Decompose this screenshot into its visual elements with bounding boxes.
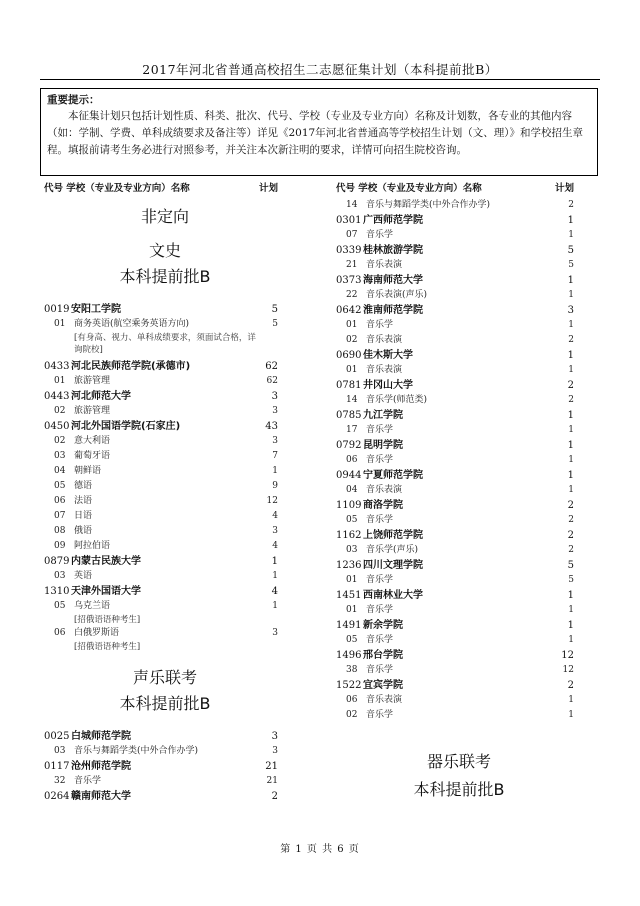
school-row — [336, 438, 582, 453]
major-code: 06 — [54, 496, 66, 506]
school-name: 西南林业大学 — [363, 590, 423, 601]
school-row — [336, 303, 582, 318]
school-count: 1 — [567, 215, 574, 226]
section-heading — [336, 751, 582, 773]
major-code: 04 — [54, 466, 66, 476]
left-column-header — [44, 180, 286, 198]
school-row — [44, 359, 286, 374]
major-name: 音乐学 — [366, 515, 394, 525]
school-row — [336, 558, 582, 573]
major-row — [44, 404, 286, 419]
school-code: 1496 — [336, 650, 362, 661]
major-row — [336, 423, 582, 438]
major-name: 音乐表演 — [366, 485, 403, 495]
major-code: 01 — [346, 605, 358, 615]
major-row — [44, 626, 286, 641]
column-header-count: 计划 — [554, 183, 574, 194]
school-name: 河北师范大学 — [71, 391, 131, 402]
school-row — [44, 759, 286, 774]
major-name: 俄语 — [74, 526, 93, 536]
major-code: 21 — [346, 260, 358, 270]
major-code: 22 — [346, 290, 358, 300]
section-heading-text: 本科提前批B — [119, 267, 211, 286]
left-list — [44, 206, 286, 804]
major-code: 08 — [54, 526, 66, 536]
school-row — [336, 243, 582, 258]
section-heading — [44, 266, 286, 288]
major-row — [336, 693, 582, 708]
major-code: 07 — [346, 230, 358, 240]
major-name: 音乐学 — [366, 635, 394, 645]
school-name: 白城师范学院 — [71, 731, 131, 742]
school-name: 赣南师范大学 — [71, 791, 131, 802]
school-count: 2 — [567, 680, 574, 691]
major-code: 01 — [346, 365, 358, 375]
major-name: 音乐学 — [366, 710, 394, 720]
school-name: 九江学院 — [363, 410, 403, 421]
major-name: 音乐表演 — [366, 695, 403, 705]
major-name: 法语 — [74, 496, 93, 506]
major-count: 3 — [272, 526, 278, 536]
school-count: 3 — [271, 391, 278, 402]
school-name: 内蒙古民族大学 — [71, 556, 141, 567]
school-name: 桂林旅游学院 — [363, 245, 423, 256]
major-row — [336, 393, 582, 408]
school-row — [336, 498, 582, 513]
major-row — [336, 603, 582, 618]
major-row — [336, 333, 582, 348]
school-count: 3 — [271, 731, 278, 742]
major-code: 17 — [346, 425, 358, 435]
school-code: 0117 — [44, 761, 70, 772]
column-header-count: 计划 — [258, 183, 278, 194]
major-name: 音乐学 — [74, 776, 102, 786]
school-code: 0879 — [44, 556, 70, 567]
major-row — [44, 494, 286, 509]
section-heading-text: 文史 — [148, 241, 181, 260]
major-code: 38 — [346, 665, 358, 675]
major-name: 音乐与舞蹈学类(中外合作办学) — [366, 200, 491, 210]
school-code: 1451 — [336, 590, 362, 601]
major-code: 01 — [346, 575, 358, 585]
school-row — [336, 528, 582, 543]
major-name: 音乐表演 — [366, 365, 403, 375]
school-row — [336, 408, 582, 423]
school-name: 邢台学院 — [363, 650, 403, 661]
title-rule — [40, 79, 600, 80]
notice-body: 本征集计划只包括计划性质、科类、批次、代号、学校（专业及专业方向）名称及计划数，各专业的其他内容（如：学制、学费、单科成绩要求及备注等）详见《2017年河北省普通高等学校招生计划（文、理）》和学校招生章程。填报前请考生务必进行对照参考，并关注本次新注明的要求，详情可向招生院校咨询。 — [47, 110, 583, 156]
school-code: 1522 — [336, 680, 362, 691]
section-heading-text: 器乐联考 — [426, 752, 491, 771]
section-heading — [44, 693, 286, 715]
major-count: 5 — [272, 319, 278, 329]
right-column-header — [336, 180, 582, 198]
section-heading — [336, 779, 582, 801]
school-name: 昆明学院 — [363, 440, 403, 451]
major-row — [336, 228, 582, 243]
major-code: 06 — [346, 695, 358, 705]
school-count: 1 — [567, 275, 574, 286]
major-code: 05 — [346, 635, 358, 645]
section-heading — [44, 667, 286, 689]
school-row — [336, 588, 582, 603]
school-code: 0642 — [336, 305, 362, 316]
school-code: 1236 — [336, 560, 362, 571]
school-row — [336, 213, 582, 228]
school-code: 1162 — [336, 530, 362, 541]
school-count: 2 — [271, 791, 278, 802]
school-count: 1 — [567, 470, 574, 481]
major-row — [336, 573, 582, 588]
major-code: 32 — [54, 776, 66, 786]
major-name: 音乐与舞蹈学类(中外合作办学) — [74, 746, 199, 756]
major-count: 1 — [568, 365, 574, 375]
school-count: 12 — [561, 650, 574, 661]
school-code: 0433 — [44, 361, 70, 372]
school-count: 1 — [271, 556, 278, 567]
major-count: 3 — [272, 406, 278, 416]
major-name: 音乐学(师范类) — [366, 395, 428, 405]
column-header-label: 代号 学校（专业及专业方向）名称 — [336, 183, 482, 194]
school-count: 1 — [567, 620, 574, 631]
major-count: 3 — [272, 746, 278, 756]
major-row — [44, 524, 286, 539]
school-name: 宜宾学院 — [363, 680, 403, 691]
major-code: 03 — [54, 451, 66, 461]
school-code: 1310 — [44, 586, 70, 597]
school-count: 1 — [567, 440, 574, 451]
major-code: 02 — [346, 710, 358, 720]
major-row — [336, 363, 582, 378]
major-row — [44, 774, 286, 789]
right-list — [336, 198, 582, 801]
major-row — [44, 509, 286, 524]
major-count: 5 — [568, 260, 574, 270]
major-name: 音乐学 — [366, 665, 394, 675]
section-heading-text: 声乐联考 — [132, 668, 197, 687]
school-row — [336, 618, 582, 633]
school-code: 0792 — [336, 440, 362, 451]
page-title: 2017年河北省普通高校招生二志愿征集计划（本科提前批B） — [142, 62, 498, 77]
major-name: 音乐表演 — [366, 260, 403, 270]
school-row — [44, 789, 286, 804]
school-row — [336, 378, 582, 393]
major-name: 旅游管理 — [74, 406, 111, 416]
section-heading-text: 本科提前批B — [119, 694, 211, 713]
major-row — [336, 708, 582, 723]
school-code: 0781 — [336, 380, 362, 391]
school-code: 0450 — [44, 421, 70, 432]
major-code: 01 — [54, 376, 66, 386]
school-name: 宁夏师范学院 — [363, 470, 423, 481]
major-count: 21 — [266, 776, 278, 786]
school-row — [44, 302, 286, 317]
school-name: 海南师范大学 — [363, 275, 423, 286]
school-count: 21 — [265, 761, 278, 772]
school-row — [44, 419, 286, 434]
school-row — [336, 648, 582, 663]
major-name: 朝鲜语 — [74, 466, 102, 476]
major-row — [336, 663, 582, 678]
major-note: [招俄语语种考生] — [74, 615, 141, 625]
major-count: 12 — [562, 665, 574, 675]
major-code: 06 — [54, 628, 66, 638]
major-name: 德语 — [74, 481, 93, 491]
page-footer: 第 1 页 共 6 页 — [280, 844, 360, 855]
school-code: 0301 — [336, 215, 362, 226]
major-row — [44, 464, 286, 479]
school-name: 广西师范学院 — [363, 215, 423, 226]
major-count: 2 — [568, 335, 574, 345]
school-code: 1109 — [336, 500, 362, 511]
section-heading-text: 非定向 — [140, 207, 189, 226]
major-count: 62 — [266, 376, 278, 386]
major-name: 音乐表演 — [366, 335, 403, 345]
major-count: 7 — [272, 451, 278, 461]
school-name: 沧州师范学院 — [71, 761, 131, 772]
school-code: 0025 — [44, 731, 70, 742]
school-name: 淮南师范学院 — [363, 305, 423, 316]
major-row — [44, 317, 286, 332]
school-count: 1 — [567, 590, 574, 601]
school-count: 5 — [567, 245, 574, 256]
major-name: 日语 — [74, 511, 93, 521]
major-count: 12 — [266, 496, 278, 506]
school-code: 0690 — [336, 350, 362, 361]
major-row — [336, 453, 582, 468]
section-heading — [44, 206, 286, 228]
major-count: 1 — [272, 466, 278, 476]
notice-box — [40, 88, 598, 176]
major-count: 4 — [272, 541, 278, 551]
major-code: 05 — [54, 601, 66, 611]
major-count: 2 — [568, 200, 574, 210]
major-row — [336, 258, 582, 273]
notice-heading: 重要提示： — [47, 94, 100, 106]
major-code: 01 — [54, 319, 66, 329]
school-count: 1 — [567, 410, 574, 421]
school-count: 62 — [265, 361, 278, 372]
major-name: 意大利语 — [74, 436, 111, 446]
major-row — [336, 483, 582, 498]
major-name: 音乐学 — [366, 455, 394, 465]
major-code: 06 — [346, 455, 358, 465]
major-name: 音乐学 — [366, 230, 394, 240]
major-count: 1 — [568, 230, 574, 240]
major-code: 01 — [346, 320, 358, 330]
major-name: 阿拉伯语 — [74, 541, 111, 551]
school-count: 5 — [271, 304, 278, 315]
school-name: 商洛学院 — [363, 500, 403, 511]
school-code: 0264 — [44, 791, 70, 802]
school-row — [44, 554, 286, 569]
major-count: 1 — [568, 320, 574, 330]
major-name: 音乐学 — [366, 320, 394, 330]
school-count: 5 — [567, 560, 574, 571]
major-name: 英语 — [74, 571, 93, 581]
major-row — [336, 288, 582, 303]
school-code: 0339 — [336, 245, 362, 256]
column-header-label: 代号 学校（专业及专业方向）名称 — [44, 183, 190, 194]
major-code: 14 — [346, 200, 358, 210]
major-row — [336, 318, 582, 333]
major-count: 1 — [568, 710, 574, 720]
school-code: 0944 — [336, 470, 362, 481]
major-count: 4 — [272, 511, 278, 521]
school-code: 0785 — [336, 410, 362, 421]
major-row — [336, 513, 582, 528]
school-row — [336, 468, 582, 483]
major-row — [44, 599, 286, 614]
major-count: 1 — [272, 601, 278, 611]
major-name: 音乐学(声乐) — [366, 545, 419, 555]
major-name: 白俄罗斯语 — [74, 628, 120, 638]
major-count: 2 — [568, 545, 574, 555]
major-row — [44, 374, 286, 389]
major-name: 音乐学 — [366, 575, 394, 585]
major-name: 音乐学 — [366, 425, 394, 435]
school-count: 2 — [567, 380, 574, 391]
major-count: 1 — [568, 290, 574, 300]
major-code: 14 — [346, 395, 358, 405]
major-name: 乌克兰语 — [74, 601, 111, 611]
major-code: 03 — [54, 571, 66, 581]
major-count: 1 — [568, 635, 574, 645]
school-name: 河北外国语学院(石家庄) — [71, 421, 181, 432]
right-column — [336, 180, 582, 801]
major-row — [44, 434, 286, 449]
major-count: 1 — [568, 455, 574, 465]
school-count: 1 — [567, 350, 574, 361]
major-count: 2 — [568, 515, 574, 525]
major-name: 音乐表演(声乐) — [366, 290, 428, 300]
major-count: 1 — [568, 485, 574, 495]
major-count: 2 — [568, 395, 574, 405]
major-code: 03 — [346, 545, 358, 555]
school-count: 4 — [271, 586, 278, 597]
major-count: 3 — [272, 628, 278, 638]
major-code: 05 — [54, 481, 66, 491]
major-row — [44, 539, 286, 554]
school-name: 佳木斯大学 — [363, 350, 413, 361]
major-note: [招俄语语种考生] — [74, 642, 141, 652]
school-row — [44, 729, 286, 744]
major-name: 音乐学 — [366, 605, 394, 615]
school-row — [336, 273, 582, 288]
major-row — [44, 569, 286, 584]
school-row — [44, 389, 286, 404]
major-count: 1 — [272, 571, 278, 581]
major-code: 02 — [54, 436, 66, 446]
school-row — [44, 584, 286, 599]
school-row — [336, 678, 582, 693]
left-column — [44, 180, 286, 804]
school-code: 1491 — [336, 620, 362, 631]
school-name: 安阳工学院 — [71, 304, 121, 315]
school-name: 井冈山大学 — [363, 380, 413, 391]
major-code: 02 — [346, 335, 358, 345]
school-count: 43 — [265, 421, 278, 432]
major-note: [有身高、视力、单科成绩要求，须面试合格，详询院校] — [74, 333, 256, 355]
school-name: 河北民族师范学院(承德市) — [71, 361, 191, 372]
major-row — [44, 449, 286, 464]
major-row — [336, 543, 582, 558]
major-count: 3 — [272, 436, 278, 446]
major-row — [336, 633, 582, 648]
section-heading-text: 本科提前批B — [413, 780, 505, 799]
major-count: 9 — [272, 481, 278, 491]
major-row — [336, 198, 582, 213]
section-heading — [44, 240, 286, 262]
major-row — [44, 479, 286, 494]
school-name: 四川文理学院 — [363, 560, 423, 571]
school-name: 上饶师范学院 — [363, 530, 423, 541]
school-code: 0443 — [44, 391, 70, 402]
major-count: 1 — [568, 695, 574, 705]
major-name: 商务英语(航空乘务英语方向) — [74, 319, 190, 329]
major-code: 04 — [346, 485, 358, 495]
major-code: 07 — [54, 511, 66, 521]
school-name: 天津外国语大学 — [71, 586, 141, 597]
major-name: 葡萄牙语 — [74, 451, 111, 461]
major-name: 旅游管理 — [74, 376, 111, 386]
major-code: 02 — [54, 406, 66, 416]
major-code: 09 — [54, 541, 66, 551]
school-code: 0373 — [336, 275, 362, 286]
major-count: 5 — [568, 575, 574, 585]
major-count: 1 — [568, 425, 574, 435]
school-count: 2 — [567, 500, 574, 511]
school-count: 3 — [567, 305, 574, 316]
major-count: 1 — [568, 605, 574, 615]
major-row — [44, 744, 286, 759]
school-name: 新余学院 — [363, 620, 403, 631]
major-code: 05 — [346, 515, 358, 525]
major-code: 03 — [54, 746, 66, 756]
school-row — [336, 348, 582, 363]
school-count: 2 — [567, 530, 574, 541]
school-code: 0019 — [44, 304, 70, 315]
